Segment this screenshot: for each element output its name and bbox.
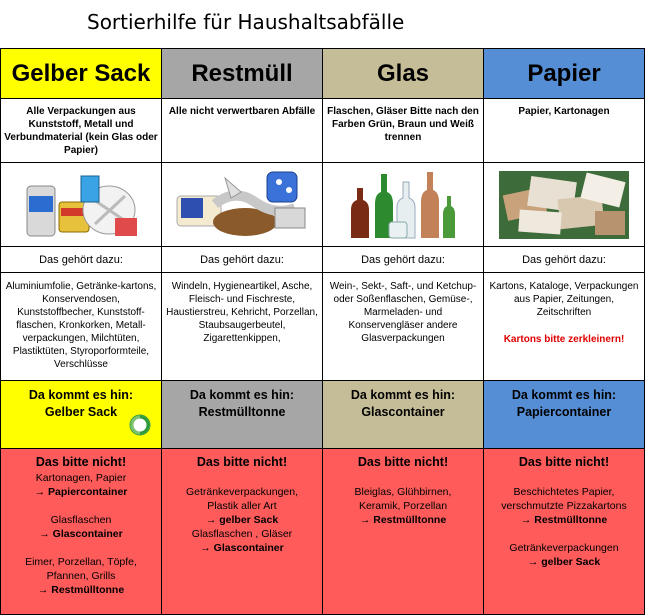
destination-row — [1, 381, 645, 449]
image-cell-glas — [323, 163, 484, 247]
not-allowed-heading: Das bitte nicht! — [518, 455, 610, 469]
not-allowed-list — [487, 471, 641, 569]
redirect-target: → gelber Sack — [527, 556, 601, 568]
items-glas — [323, 273, 484, 381]
dazu-label-gelber-sack: Das gehört dazu: — [1, 247, 162, 273]
destination-target: Gelber Sack — [44, 405, 118, 419]
not-allowed-list — [165, 471, 319, 555]
residual-waste-photo — [175, 168, 310, 242]
redirect-target: → Glascontainer — [200, 542, 284, 554]
destination-gelber-sack — [1, 381, 162, 449]
not-allowed-item: Glasflaschen — [50, 514, 112, 526]
not-allowed-heading: Das bitte nicht! — [357, 455, 449, 469]
items-restmuell — [162, 273, 323, 381]
page-title: Sortierhilfe für Haushaltsabfälle — [87, 10, 405, 34]
not-allowed-glas — [323, 449, 484, 615]
warning-text: Kartons bitte zerkleinern! — [503, 334, 625, 345]
packaging-waste-photo — [19, 168, 144, 242]
items-text: Windeln, Hygieneartikel, Asche, Fleisch- und Fischreste, Haustierstreu, Kehricht, Porzellan, Staubsaugerbeutel, Zigarettenkippen, — [166, 281, 318, 344]
paper-waste-photo — [499, 171, 629, 239]
sorting-table — [0, 48, 645, 615]
redirect-target: → Papiercontainer — [34, 486, 128, 498]
destination-target: Glascontainer — [361, 405, 445, 419]
destination-glas — [323, 381, 484, 449]
description-row — [1, 99, 645, 163]
not-allowed-item: Plastik aller Art — [207, 500, 277, 512]
not-allowed-row — [1, 449, 645, 615]
column-header-glas: Glas — [323, 49, 484, 99]
redirect-target: → Restmülltonne — [359, 514, 447, 526]
not-allowed-restmuell — [162, 449, 323, 615]
image-cell-gelber-sack — [1, 163, 162, 247]
destination-restmuell — [162, 381, 323, 449]
items-text: Wein-, Sekt-, Saft-, und Ketchup- oder Soßenflaschen, Gemüse-, Marmeladen- und Konservengläser andere Glasverpackungen — [329, 281, 477, 344]
not-allowed-item: Beschichtetes Papier, — [513, 486, 615, 498]
description-gelber-sack: Alle Verpackungen aus Kunststoff, Metall und Verbundmaterial (kein Glas oder Papier) — [1, 99, 162, 163]
not-allowed-item: Pfannen, Grills — [46, 570, 116, 582]
description-glas: Flaschen, Gläser Bitte nach den Farben Grün, Braun und Weiß trennen — [323, 99, 484, 163]
redirect-target: → Glascontainer — [39, 528, 123, 540]
not-allowed-list — [326, 471, 480, 527]
destination-label: Da kommt es hin: — [189, 388, 295, 402]
column-header-gelber-sack: Gelber Sack — [1, 49, 162, 99]
redirect-target: → Restmülltonne — [520, 514, 608, 526]
not-allowed-item: Getränkeverpackungen — [509, 542, 619, 554]
items-text: Aluminiumfolie, Getränke-kartons, Konservendosen, Kunststoffbecher, Kunststoff-flaschen, Kronkorken, Metall-verpackungen, Milchtüten, Plastiktüten, Styroporformteile, Verschlüsse — [5, 281, 157, 370]
not-allowed-item: Glasflaschen , Gläser — [191, 528, 293, 540]
redirect-target: → gelber Sack — [205, 514, 279, 526]
destination-target: Restmülltonne — [198, 405, 286, 419]
gruener-punkt-logo-icon — [129, 414, 151, 436]
redirect-target: → Restmülltonne — [37, 584, 125, 596]
spacer — [326, 471, 480, 485]
dazu-label-papier: Das gehört dazu: — [484, 247, 645, 273]
not-allowed-papier — [484, 449, 645, 615]
not-allowed-item: Keramik, Porzellan — [358, 500, 448, 512]
not-allowed-item: Getränkeverpackungen, — [185, 486, 299, 498]
dazu-label-restmuell: Das gehört dazu: — [162, 247, 323, 273]
items-text: Kartons, Kataloge, Verpackungen aus Papier, Zeitungen, Zeitschriften — [489, 281, 639, 318]
items-papier — [484, 273, 645, 381]
not-allowed-list — [4, 471, 158, 597]
dazu-label-glas: Das gehört dazu: — [323, 247, 484, 273]
destination-papier — [484, 381, 645, 449]
description-papier: Papier, Kartonagen — [484, 99, 645, 163]
not-allowed-heading: Das bitte nicht! — [35, 455, 127, 469]
description-restmuell: Alle nicht verwertbaren Abfälle — [162, 99, 323, 163]
spacer — [4, 499, 158, 513]
destination-label: Da kommt es hin: — [350, 388, 456, 402]
image-cell-restmuell — [162, 163, 323, 247]
not-allowed-gelber-sack — [1, 449, 162, 615]
items-row — [1, 273, 645, 381]
not-allowed-heading: Das bitte nicht! — [196, 455, 288, 469]
image-cell-papier — [484, 163, 645, 247]
spacer — [487, 527, 641, 541]
destination-label: Da kommt es hin: — [28, 388, 134, 402]
not-allowed-item: Eimer, Porzellan, Töpfe, — [25, 556, 137, 568]
column-header-restmuell: Restmüll — [162, 49, 323, 99]
image-row — [1, 163, 645, 247]
dazu-label-row — [1, 247, 645, 273]
not-allowed-item: verschmutzte Pizzakartons — [501, 500, 627, 512]
spacer — [165, 471, 319, 485]
glass-bottles-photo — [341, 168, 466, 242]
column-header-papier: Papier — [484, 49, 645, 99]
destination-label: Da kommt es hin: — [511, 388, 617, 402]
spacer — [487, 471, 641, 485]
not-allowed-item: Kartonagen, Papier — [35, 472, 127, 484]
items-gelber-sack — [1, 273, 162, 381]
header-row — [1, 49, 645, 99]
destination-target: Papiercontainer — [516, 405, 612, 419]
not-allowed-item: Bleiglas, Glühbirnen, — [354, 486, 452, 498]
spacer — [4, 541, 158, 555]
title-bar — [0, 0, 645, 48]
